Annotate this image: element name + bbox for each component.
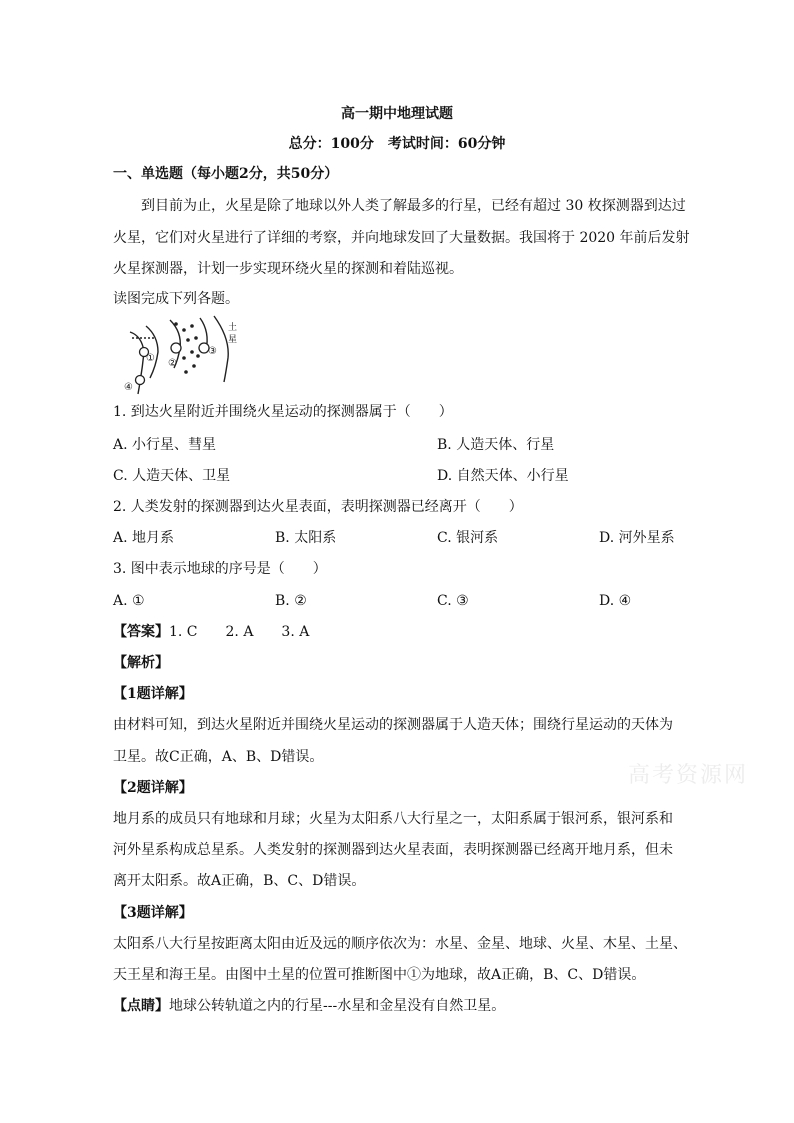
passage-line: 到目前为止，火星是除了地球以外人类了解最多的行星，已经有超过 30 枚探测器到达过 [141, 198, 686, 214]
question-stem: 2. 人类发射的探测器到达火星表面，表明探测器已经离开（ ） [113, 499, 523, 515]
analysis-text: 天王星和海王星。由图中土星的位置可推断图中①为地球，故A正确，B、C、D错误。 [113, 967, 646, 983]
exam-info: 总分：100分 考试时间：60分钟 [288, 136, 506, 152]
question-option: D. 自然天体、小行星 [437, 468, 569, 484]
question-option: A. 小行星、彗星 [113, 437, 217, 453]
tip-line [113, 996, 505, 1016]
tip-label: 【点睛】 [113, 998, 169, 1014]
question-option: C. ③ [437, 593, 469, 609]
question-option: C. 银河系 [437, 530, 499, 546]
marker-1: ① [146, 353, 155, 364]
question-option: B. 太阳系 [275, 530, 337, 546]
analysis-text: 卫星。故C正确，A、B、D错误。 [113, 749, 324, 765]
analysis-text: 河外星系构成总星系。人类发射的探测器到达火星表面，表明探测器已经离开地月系，但未 [113, 842, 673, 858]
planet-4 [136, 376, 145, 385]
question-option: C. 人造天体、卫星 [113, 468, 231, 484]
question-option: D. ④ [599, 593, 632, 609]
passage-line: 火星，它们对火星进行了详细的考察，并向地球发回了大量数据。我国将于 2020 年前后发射 [113, 230, 690, 246]
analysis-text: 离开太阳系。故A正确，B、C、D错误。 [113, 873, 366, 889]
question-option: A. 地月系 [113, 530, 175, 546]
saturn-label-char-1: 土 [228, 323, 238, 333]
page-title: 高一期中地理试题 [341, 106, 453, 122]
answer-text: 1. C 2. A 3. A [169, 624, 310, 640]
question-stem: 1. 到达火星附近并围绕火星运动的探测器属于（ ） [113, 404, 453, 420]
q2-analysis-label: 【2题详解】 [113, 780, 193, 796]
answer-label: 【答案】 [113, 624, 169, 640]
answer-line [113, 622, 309, 642]
passage-instruction: 读图完成下列各题。 [113, 291, 239, 307]
saturn-label-char-2: 星 [228, 335, 238, 345]
planet-2 [171, 343, 181, 353]
question-option: A. ① [113, 593, 145, 609]
watermark: 高考资源网 [628, 763, 749, 788]
passage-line: 火星探测器，计划一步实现环绕火星的探测和着陆巡视。 [113, 261, 463, 277]
marker-4: ④ [124, 382, 133, 393]
section-heading: 一、单选题（每小题2分，共50分） [113, 166, 339, 182]
analysis-text: 由材料可知，到达火星附近并围绕火星运动的探测器属于人造天体；围绕行星运动的天体为 [113, 717, 673, 733]
tip-text: 地球公转轨道之内的行星---水星和金星没有自然卫星。 [169, 998, 506, 1014]
marker-3: ③ [208, 346, 217, 357]
q3-analysis-label: 【3题详解】 [113, 905, 193, 921]
solar-orbit-diagram [118, 312, 248, 398]
q1-analysis-label: 【1题详解】 [113, 686, 193, 702]
question-option: B. ② [275, 593, 307, 609]
analysis-text: 太阳系八大行星按距离太阳由近及远的顺序依次为：水星、金星、地球、火星、木星、土星、 [113, 936, 687, 952]
analysis-label: 【解析】 [113, 655, 169, 671]
marker-2: ② [168, 358, 177, 369]
analysis-text: 地月系的成员只有地球和月球；火星为太阳系八大行星之一，太阳系属于银河系，银河系和 [113, 811, 673, 827]
question-option: D. 河外星系 [599, 530, 675, 546]
question-option: B. 人造天体、行星 [437, 437, 555, 453]
question-stem: 3. 图中表示地球的序号是（ ） [113, 561, 327, 577]
